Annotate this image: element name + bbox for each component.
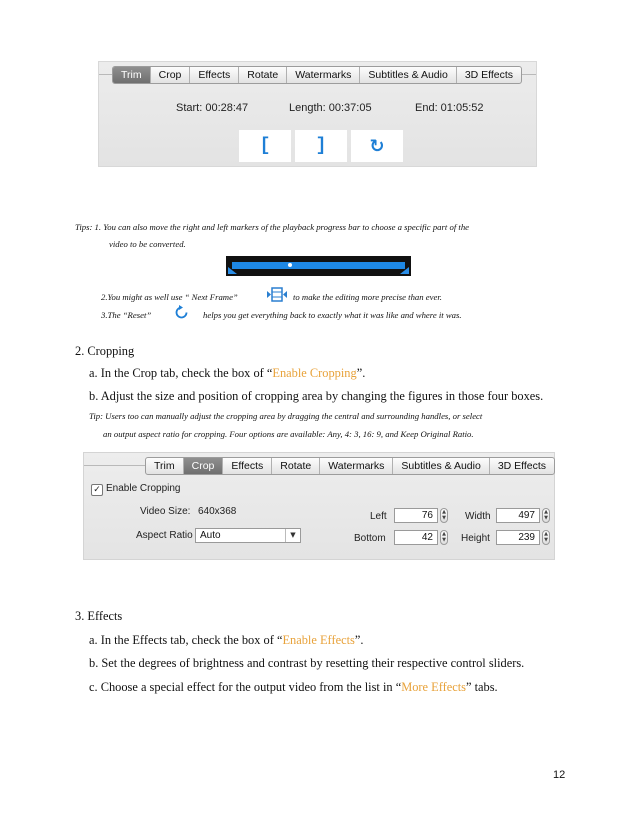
playhead-dot: [288, 263, 292, 267]
cropping-step-b: b. Adjust the size and position of cropping area by changing the figures in those four boxes.: [89, 389, 544, 403]
tab-3d-effects[interactable]: 3D Effects: [464, 69, 514, 81]
left-marker-icon: [228, 267, 237, 274]
progress-fill: [232, 262, 405, 269]
width-label: Width: [465, 511, 491, 522]
left-label: Left: [370, 511, 387, 522]
video-size-label: Video Size:: [140, 506, 191, 517]
tab-subtitles-audio[interactable]: Subtitles & Audio: [360, 67, 456, 83]
tip-2-before: 2.You might as well use “ Next Frame”: [101, 292, 238, 302]
step-a-end: ”.: [354, 633, 364, 647]
step-a-text: a. In the Crop tab, check the box of “: [89, 366, 273, 380]
aspect-ratio-select[interactable]: [195, 528, 301, 543]
step-c-text: c. Choose a special effect for the output video from the list in “: [89, 680, 402, 694]
tab-crop[interactable]: Crop: [184, 458, 224, 474]
right-marker-icon: [400, 267, 409, 274]
tip-line-1-cont: video to be converted.: [109, 239, 186, 249]
tab-bar: [145, 457, 555, 475]
height-stepper[interactable]: ▲ ▼: [542, 530, 550, 545]
height-label: Height: [461, 533, 490, 544]
video-size-value: 640x368: [198, 506, 237, 517]
trim-panel-screenshot: [98, 61, 537, 167]
width-field[interactable]: 497: [496, 508, 540, 523]
reset-icon: [174, 305, 189, 320]
step-c-end: ” tabs.: [466, 680, 498, 694]
tab-effects[interactable]: Effects: [190, 67, 239, 83]
tip-line-1: Tips: 1. You can also move the right and left markers of the playback progress bar to choose a specific part of the: [75, 222, 470, 232]
tip-2-after: to make the editing more precise than ever.: [293, 292, 442, 302]
highlight-more-effects: More Effects: [401, 680, 466, 694]
enable-cropping-checkbox[interactable]: ✓: [91, 484, 103, 496]
step-a-text: a. In the Effects tab, check the box of “: [89, 633, 283, 647]
tab-effects[interactable]: Effects: [223, 458, 272, 474]
left-marker-button[interactable]: [239, 130, 291, 162]
enable-cropping-label: Enable Cropping: [106, 483, 181, 494]
effects-step-a: [89, 633, 363, 648]
tab-bar: [112, 66, 522, 84]
bottom-label: Bottom: [354, 533, 386, 544]
cropping-tip-2: an output aspect ratio for cropping. Four options are available: Any, 4: 3, 16: 9, and Keep Original Ratio.: [103, 429, 474, 439]
section-heading-effects: 3. Effects: [75, 609, 123, 623]
tab-watermarks[interactable]: Watermarks: [320, 458, 393, 474]
next-frame-icon: [267, 286, 287, 303]
aspect-ratio-label: Aspect Ratio: [136, 530, 193, 541]
right-marker-button[interactable]: [295, 130, 347, 162]
left-marker-icon: [: [259, 136, 271, 156]
highlight-enable-effects: Enable Effects: [282, 633, 355, 647]
tip-3-before: 3.The “Reset”: [101, 310, 152, 320]
tab-trim[interactable]: Trim: [146, 458, 184, 474]
effects-step-c: [89, 680, 498, 695]
aspect-ratio-value: Auto: [200, 530, 221, 541]
tab-rotate[interactable]: Rotate: [272, 458, 320, 474]
reset-icon: ↻: [369, 135, 385, 157]
marker-buttons: [239, 130, 403, 162]
tab-3d-effects[interactable]: 3D Effects: [497, 460, 547, 472]
tab-subtitles-audio[interactable]: Subtitles & Audio: [393, 458, 489, 474]
tab-trim[interactable]: Trim: [113, 67, 151, 83]
highlight-enable-cropping: Enable Cropping: [272, 366, 357, 380]
tab-watermarks[interactable]: Watermarks: [287, 67, 360, 83]
tip-3-after: helps you get everything back to exactly what it was like and where it was.: [203, 310, 462, 320]
right-marker-icon: ]: [315, 136, 327, 156]
tab-rotate[interactable]: Rotate: [239, 67, 287, 83]
chevron-down-icon: ▼: [285, 529, 300, 542]
height-field[interactable]: 239: [496, 530, 540, 545]
bottom-stepper[interactable]: ▲ ▼: [440, 530, 448, 545]
end-time: End: 01:05:52: [415, 102, 484, 114]
progress-bar-image: [226, 256, 411, 276]
page-number: 12: [553, 769, 566, 781]
cropping-step-a: [89, 366, 365, 381]
left-field[interactable]: 76: [394, 508, 438, 523]
step-a-end: ”.: [356, 366, 366, 380]
width-stepper[interactable]: ▲ ▼: [542, 508, 550, 523]
cropping-tip-1: Tip: Users too can manually adjust the cropping area by dragging the central and surrounding handles, or select: [89, 411, 483, 421]
section-heading-cropping: 2. Cropping: [75, 344, 135, 358]
bottom-field[interactable]: 42: [394, 530, 438, 545]
reset-button[interactable]: [351, 130, 403, 162]
crop-panel-screenshot: [83, 452, 555, 560]
tab-crop[interactable]: Crop: [151, 67, 191, 83]
effects-step-b: b. Set the degrees of brightness and contrast by resetting their respective control sliders.: [89, 656, 525, 670]
length-time: Length: 00:37:05: [289, 102, 372, 114]
start-time: Start: 00:28:47: [176, 102, 249, 114]
left-stepper[interactable]: ▲ ▼: [440, 508, 448, 523]
